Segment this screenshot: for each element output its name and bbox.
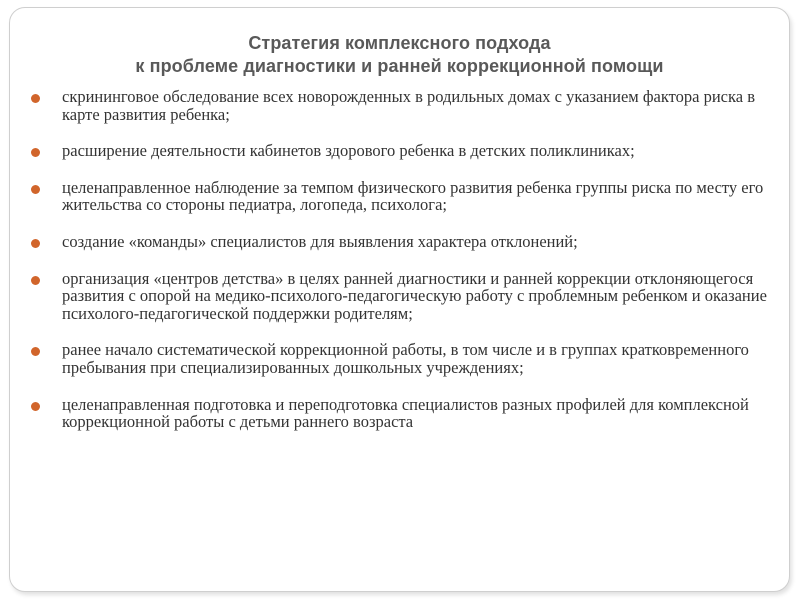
list-item bbox=[28, 341, 778, 376]
list-item-text: расширение деятельности кабинетов здорового ребенка в детских поликлиниках; bbox=[62, 141, 635, 161]
list-item bbox=[28, 396, 778, 431]
bullet-dot-icon bbox=[31, 347, 40, 356]
list-item bbox=[28, 270, 778, 323]
list-item bbox=[28, 88, 778, 123]
bullet-dot-icon bbox=[31, 402, 40, 411]
list-item-text: создание «команды» специалистов для выявления характера отклонений; bbox=[62, 231, 578, 251]
title-line-1: Стратегия комплексного подхода bbox=[248, 33, 551, 53]
slide-title bbox=[10, 32, 789, 78]
list-item-text: целенаправленная подготовка и переподготовка специалистов разных профилей для комплексной коррекционной работы с детьми раннего возраста bbox=[62, 394, 749, 432]
list-item-text: ранее начало систематической коррекционной работы, в том числе и в группах кратковременного пребывания при специализированных дошкольных учреждениях; bbox=[62, 340, 749, 377]
bullet-dot-icon bbox=[31, 94, 40, 103]
bullet-dot-icon bbox=[31, 185, 40, 194]
list-item-text: скрининговое обследование всех новорожденных в родильных домах с указанием фактора риска в карте развития ребенка; bbox=[62, 87, 756, 124]
list-item-text: целенаправленное наблюдение за темпом физического развития ребенка группы риска по месту его жительства со стороны педиатра, логопеда, психолога; bbox=[62, 177, 764, 215]
list-item bbox=[28, 179, 778, 214]
bullet-dot-icon bbox=[31, 148, 40, 157]
list-item bbox=[28, 142, 778, 160]
list-item-text: организация «центров детства» в целях ранней диагностики и ранней коррекции отклоняющегося развития с опорой на медико-психолого-педагогическую работу с проблемным ребенком и оказание психолого-педагогической поддержки родителям; bbox=[62, 268, 767, 323]
bullet-list bbox=[28, 88, 778, 450]
title-line-2: к проблеме диагностики и ранней коррекционной помощи bbox=[135, 56, 664, 76]
list-item bbox=[28, 233, 778, 251]
bullet-dot-icon bbox=[31, 276, 40, 285]
bullet-dot-icon bbox=[31, 239, 40, 248]
